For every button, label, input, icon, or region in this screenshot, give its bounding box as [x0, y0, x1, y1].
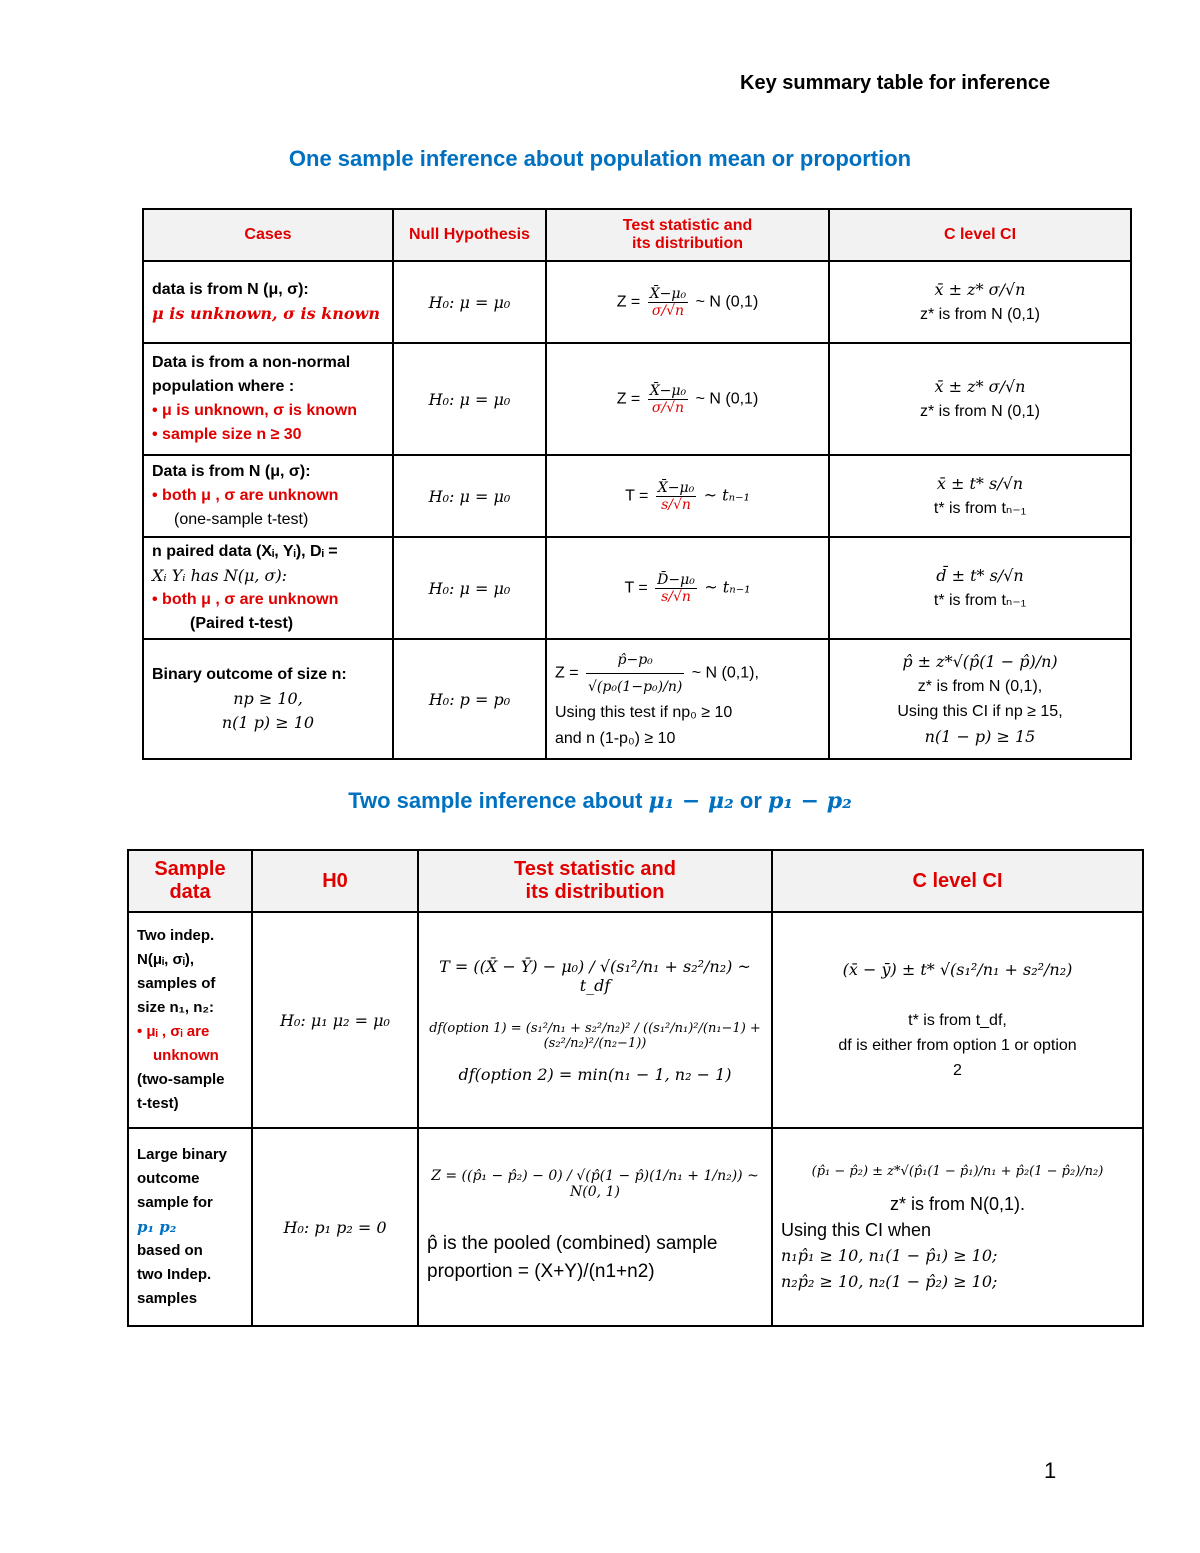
confidence-interval — [829, 455, 1131, 537]
case-line: size n₁, n₂: — [137, 999, 215, 1016]
header-sample-line2: data — [169, 881, 211, 903]
confidence-interval — [829, 537, 1131, 639]
header-sample-line1: Sample — [154, 858, 226, 880]
case-line: outcome — [137, 1170, 200, 1187]
ci-formula: d̄ ± t* s/√n — [936, 566, 1024, 585]
test-statistic — [418, 1128, 772, 1326]
case-line: N(μᵢ, σᵢ), — [137, 951, 194, 968]
case-blue-line: p₁ p₂ — [137, 1218, 177, 1236]
test-statistic — [546, 537, 829, 639]
two-sample-title — [0, 788, 1200, 814]
header-test-statistic — [418, 850, 772, 912]
page-number: 1 — [1044, 1458, 1057, 1483]
ci-note: n₂p̂₂ ≥ 10, n₂(1 − p̂₂) ≥ 10; — [781, 1272, 998, 1291]
case-after: (two-sample — [137, 1071, 225, 1088]
header-test-statistic-line1: Test statistic and — [622, 217, 753, 234]
case-line: n paired data (Xᵢ, Yᵢ), Dᵢ = — [152, 543, 338, 560]
case-cell — [143, 455, 393, 537]
case-cell — [128, 912, 252, 1128]
stat-note: and n (1-p₀) ≥ 10 — [555, 729, 676, 747]
null-hypothesis: H₀: p = p₀ — [393, 639, 546, 759]
case-line: Binary outcome of size n: — [152, 666, 347, 683]
stat-numerator: p̂−p₀ — [586, 647, 684, 674]
ci-note: z* is from N (0,1), — [917, 678, 1043, 695]
stat-df-option2: df(option 2) = min(n₁ − 1, n₂ − 1) — [458, 1064, 732, 1084]
case-after: (Paired t-test) — [190, 615, 294, 632]
header-ci: C level CI — [772, 850, 1143, 912]
case-line: samples of — [137, 975, 216, 992]
stat-note: proportion = (X+Y)/(n1+n2) — [427, 1261, 655, 1282]
stat-suffix: ~ tₙ₋₁ — [704, 577, 751, 597]
case-line: Xᵢ Yᵢ has N(μ, σ): — [152, 566, 288, 585]
stat-formula — [555, 647, 820, 700]
stat-fraction — [648, 383, 688, 416]
ci-note: z* is from N (0,1) — [919, 403, 1040, 420]
case-red-line: • both μ , σ are unknown — [152, 591, 339, 608]
stat-numerator: X̄−μ₀ — [649, 382, 687, 399]
stat-fraction — [648, 286, 688, 319]
stat-numerator: X̄−μ₀ — [649, 285, 687, 302]
case-after: t-test) — [137, 1095, 179, 1112]
ci-note: z* is from N (0,1) — [919, 306, 1040, 323]
ci-note: z* is from N(0,1). — [889, 1194, 1026, 1214]
stat-prefix: Z = — [616, 390, 641, 408]
case-red-line: μ is unknown, σ is known — [152, 304, 380, 323]
table-row — [128, 1128, 1143, 1326]
test-statistic — [418, 912, 772, 1128]
case-math-line: np ≥ 10, — [233, 689, 303, 708]
confidence-interval — [772, 912, 1143, 1128]
ci-note: df is either from option 1 or option — [838, 1037, 1077, 1054]
test-statistic — [546, 455, 829, 537]
ci-note: t* is from t_df, — [908, 1012, 1007, 1029]
table-row — [143, 455, 1131, 537]
ci-note: t* is from tₙ₋₁ — [933, 592, 1027, 609]
stat-numerator: D̄−μ₀ — [657, 571, 695, 588]
ci-formula: x̄ ± t* s/√n — [936, 474, 1024, 493]
stat-numerator: X̄−μ₀ — [657, 479, 695, 496]
test-statistic — [546, 343, 829, 455]
two-sample-title-or: or — [733, 788, 768, 813]
header-null-hypothesis: Null Hypothesis — [393, 209, 546, 261]
one-sample-table — [142, 208, 1132, 760]
case-red-line: • μᵢ , σᵢ are — [137, 1023, 210, 1040]
case-red-line: • both μ , σ are unknown — [152, 487, 339, 504]
ci-note: 2 — [953, 1062, 962, 1079]
ci-formula: (x̄ − ȳ) ± t* √(s₁²/n₁ + s₂²/n₂) — [842, 960, 1073, 979]
table-header-row — [128, 850, 1143, 912]
header-h0: H0 — [252, 850, 418, 912]
table-row — [143, 261, 1131, 343]
two-sample-title-math2: p₁ − p₂ — [768, 788, 852, 814]
stat-denominator: σ/√n — [651, 399, 685, 416]
header-test-statistic-line2: its distribution — [525, 881, 665, 903]
stat-suffix: ~ N (0,1), — [691, 664, 759, 682]
header-ci: C level CI — [829, 209, 1131, 261]
case-red-line: • μ is unknown, σ is known — [152, 402, 358, 419]
case-cell — [143, 537, 393, 639]
ci-note: t* is from tₙ₋₁ — [933, 500, 1027, 517]
ci-note: n(1 − p) ≥ 15 — [924, 727, 1036, 746]
table-row — [143, 343, 1131, 455]
stat-denominator: s/√n — [661, 496, 691, 513]
ci-note: n₁p̂₁ ≥ 10, n₁(1 − p̂₁) ≥ 10; — [781, 1246, 998, 1265]
null-hypothesis: H₀: μ = μ₀ — [393, 343, 546, 455]
case-math-line: n(1 p) ≥ 10 — [221, 713, 315, 732]
case-line: data is from N (μ, σ): — [152, 281, 309, 298]
null-hypothesis: H₀: μ = μ₀ — [393, 455, 546, 537]
case-cell — [143, 261, 393, 343]
stat-z-formula: Z = ((p̂₁ − p̂₂) − 0) / √(p̂(1 − p̂)(1/n₁ + 1/n₂)) ~ N(0, 1) — [431, 1168, 759, 1200]
stat-denominator: √(p₀(1−p₀)/n) — [588, 678, 683, 695]
stat-t-formula: T = ((X̄ − Ȳ) − μ₀) / √(s₁²/n₁ + s₂²/n₂) ~ t_df — [439, 956, 751, 995]
case-after: (one-sample t-test) — [174, 511, 309, 528]
table-row — [143, 639, 1131, 759]
table-row — [128, 912, 1143, 1128]
stat-denominator: σ/√n — [651, 302, 685, 319]
stat-suffix: ~ N (0,1) — [695, 390, 759, 408]
stat-suffix: ~ N (0,1) — [695, 293, 759, 311]
null-hypothesis: H₀: μ₁ μ₂ = μ₀ — [252, 912, 418, 1128]
ci-formula: x̄ ± z* σ/√n — [934, 280, 1026, 299]
header-test-statistic — [546, 209, 829, 261]
null-hypothesis: H₀: μ = μ₀ — [393, 537, 546, 639]
case-red-line: • sample size n ≥ 30 — [152, 426, 302, 443]
header-test-statistic-line1: Test statistic and — [514, 858, 676, 880]
table-row — [143, 537, 1131, 639]
case-line: Data is from N (μ, σ): — [152, 463, 311, 480]
case-after: based on — [137, 1242, 203, 1259]
case-cell — [143, 639, 393, 759]
stat-prefix: T = — [624, 579, 648, 597]
test-statistic — [546, 261, 829, 343]
header-cases: Cases — [143, 209, 393, 261]
two-sample-title-math1: μ₁ − μ₂ — [648, 788, 734, 814]
stat-suffix: ~ tₙ₋₁ — [703, 485, 750, 505]
one-sample-title: One sample inference about population mean or proportion — [288, 146, 912, 171]
case-line: population where : — [152, 378, 295, 395]
case-line: sample for — [137, 1194, 213, 1211]
ci-formula: (p̂₁ − p̂₂) ± z*√(p̂₁(1 − p̂₁)/n₁ + p̂₂(1 − p̂₂)/n₂) — [811, 1164, 1104, 1179]
stat-prefix: Z = — [555, 664, 579, 682]
stat-fraction — [656, 480, 696, 513]
case-line: Large binary — [137, 1146, 228, 1163]
case-after: two Indep. — [137, 1266, 212, 1283]
header-sample-data — [128, 850, 252, 912]
stat-prefix: Z = — [616, 293, 641, 311]
two-sample-table — [127, 849, 1144, 1327]
page-header: Key summary table for inference — [740, 72, 1051, 94]
confidence-interval — [829, 343, 1131, 455]
case-cell — [143, 343, 393, 455]
case-after: samples — [137, 1290, 198, 1307]
stat-denominator: s/√n — [661, 588, 691, 605]
confidence-interval — [829, 261, 1131, 343]
case-line: Data is from a non-normal — [152, 354, 351, 371]
case-cell — [128, 1128, 252, 1326]
case-red-line: unknown — [153, 1047, 219, 1064]
stat-note: Using this test if np₀ ≥ 10 — [555, 703, 733, 721]
ci-note: Using this CI if np ≥ 15, — [897, 703, 1063, 720]
stat-fraction — [586, 647, 684, 700]
ci-formula: p̂ ± z*√(p̂(1 − p̂)/n) — [902, 652, 1058, 671]
confidence-interval — [772, 1128, 1143, 1326]
stat-prefix: T = — [625, 487, 649, 505]
confidence-interval — [829, 639, 1131, 759]
case-line: Two indep. — [137, 927, 215, 944]
two-sample-title-text: Two sample inference about — [348, 788, 649, 813]
stat-fraction — [655, 572, 697, 605]
ci-formula: x̄ ± z* σ/√n — [934, 377, 1026, 396]
null-hypothesis: H₀: p₁ p₂ = 0 — [252, 1128, 418, 1326]
header-test-statistic-line2: its distribution — [631, 235, 744, 252]
ci-note: Using this CI when — [781, 1220, 932, 1240]
test-statistic — [546, 639, 829, 759]
stat-df-option1: df(option 1) = (s₁²/n₁ + s₂²/n₂)² / ((s₁²/n₁)²/(n₁−1) + (s₂²/n₂)²/(n₂−1)) — [429, 1020, 761, 1051]
null-hypothesis: H₀: μ = μ₀ — [393, 261, 546, 343]
stat-note: p̂ is the pooled (combined) sample — [427, 1233, 718, 1254]
table-header-row — [143, 209, 1131, 261]
